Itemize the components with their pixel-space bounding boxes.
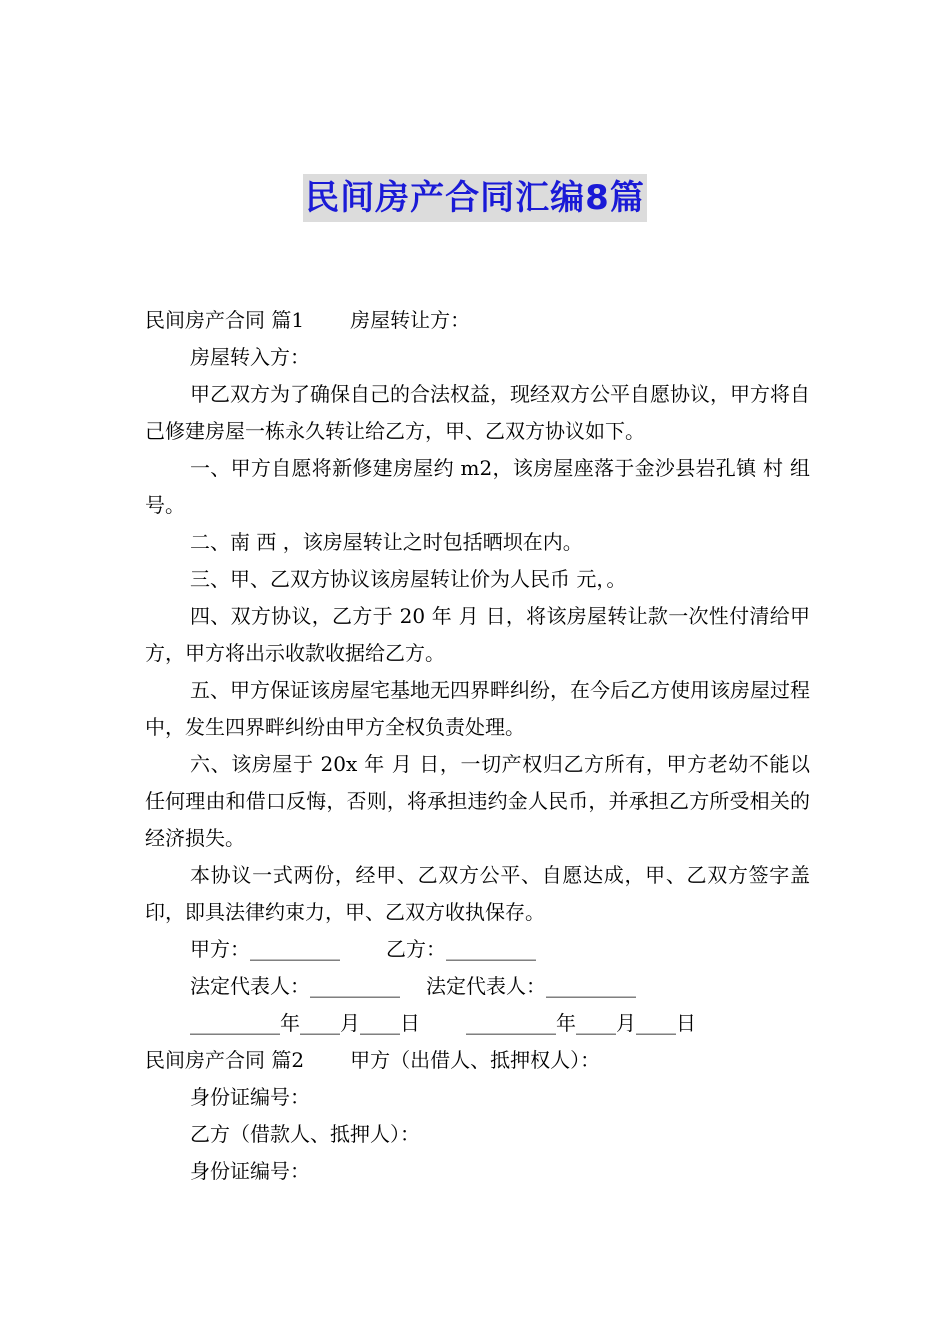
- transferee-label: 房屋转入方：: [190, 345, 310, 369]
- transferor-label: 房屋转让方：: [350, 308, 471, 332]
- signature-line: [145, 931, 810, 968]
- clause-paragraph: 四、双方协议，乙方于 20 年 月 日，将该房屋转让款一次性付清给甲方，甲方将出示收款收据给乙方。: [145, 604, 810, 665]
- section2-heading-line: [145, 1042, 810, 1079]
- section2-party-b: 乙方（借款人、抵押人）：: [190, 1122, 420, 1146]
- clause-paragraph: 二、南 西 ，该房屋转让之时包括晒坝在内。: [190, 530, 583, 554]
- clause-paragraph: 甲乙双方为了确保自己的合法权益，现经双方公平自愿协议，甲方将自己修建房屋一栋永久转让给乙方，甲、乙双方协议如下。: [145, 382, 810, 443]
- clause-paragraph: 本协议一式两份，经甲、乙双方公平、自愿达成，甲、乙双方签字盖印，即具法律约束力，甲、乙双方收执保存。: [145, 863, 810, 924]
- party-a-representative: 法定代表人：_________: [190, 974, 400, 998]
- document-title: 民间房产合同汇编8篇: [303, 174, 647, 222]
- party-a-date: _________年____月____日: [190, 1011, 420, 1035]
- party-a-signature: 甲方：_________: [190, 937, 340, 961]
- party-b-signature: 乙方：_________: [386, 937, 536, 961]
- section2-party-a: 甲方（出借人、抵押权人）：: [350, 1048, 601, 1072]
- document-body: [145, 302, 810, 1190]
- clause-paragraph: 三、甲、乙双方协议该房屋转让价为人民币 元，。: [190, 567, 627, 591]
- representative-line: [145, 968, 810, 1005]
- section1-heading-line: [145, 302, 810, 339]
- party-b-date: _________年____月____日: [466, 1011, 696, 1035]
- date-line: [145, 1005, 810, 1042]
- clause-paragraph: 五、甲方保证该房屋宅基地无四界畔纠纷，在今后乙方使用该房屋过程中，发生四界畔纠纷由甲方全权负责处理。: [145, 678, 810, 739]
- section2-heading: 民间房产合同 篇2: [145, 1048, 305, 1072]
- clause-paragraph: 六、该房屋于 20x 年 月 日，一切产权归乙方所有，甲方老幼不能以任何理由和借口反悔，否则，将承担违约金人民币，并承担乙方所受相关的经济损失。: [145, 752, 810, 850]
- section1-heading: 民间房产合同 篇1: [145, 308, 305, 332]
- party-b-representative: 法定代表人：_________: [426, 974, 636, 998]
- clause-paragraph: 一、甲方自愿将新修建房屋约 m2，该房屋座落于金沙县岩孔镇 村 组 号。: [145, 456, 810, 517]
- transferee-line: [145, 339, 810, 376]
- section2-id-b: 身份证编号：: [190, 1159, 310, 1183]
- section2-id-a: 身份证编号：: [190, 1085, 310, 1109]
- title-container: [0, 174, 950, 222]
